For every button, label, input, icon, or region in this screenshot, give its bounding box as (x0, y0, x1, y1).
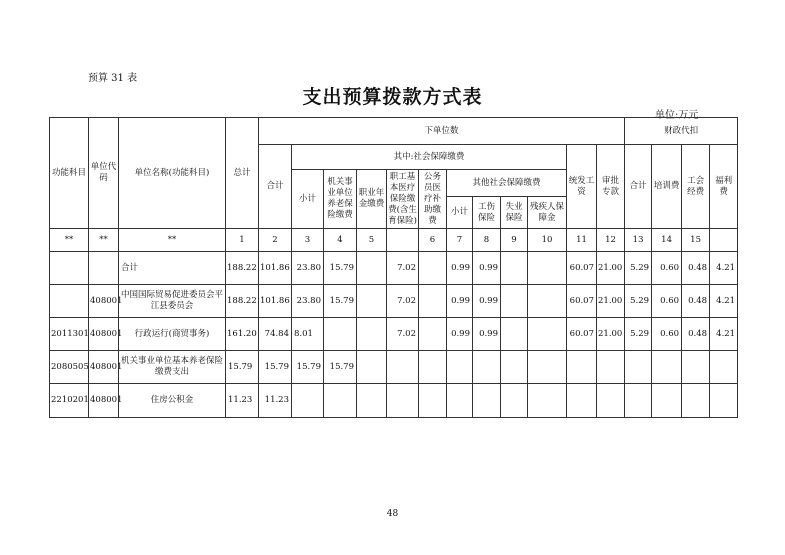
index-cell: 8 (473, 229, 501, 252)
header-total: 总计 (226, 118, 259, 229)
cell-func-subject: 2210201 (50, 384, 89, 418)
index-cell: 11 (567, 229, 597, 252)
cell-approved-fund (597, 384, 625, 418)
cell-subtotal: 101.86 (259, 285, 292, 318)
cell-medical: 7.02 (387, 285, 419, 318)
cell-unit-code (89, 252, 119, 285)
cell-subtotal: 74.84 (259, 318, 292, 351)
cell-social-subtotal: 23.80 (292, 285, 324, 318)
cell-unified-salary: 60.07 (567, 252, 597, 285)
cell-unemployment (501, 285, 528, 318)
table-row (50, 318, 738, 351)
cell-union (682, 384, 710, 418)
cell-unemployment (501, 252, 528, 285)
cell-injury: 0.99 (473, 318, 501, 351)
cell-civil-medical (419, 384, 447, 418)
cell-other-subtotal: 0.99 (447, 252, 473, 285)
cell-unified-salary (567, 384, 597, 418)
cell-func-subject: 2011301 (50, 318, 89, 351)
cell-unit-code: 408001 (89, 384, 119, 418)
cell-welfare: 4.21 (710, 318, 738, 351)
cell-total: 15.79 (226, 351, 259, 384)
header-medical: 职工基本医疗保险缴费(含生育保险) (387, 170, 419, 229)
index-cell: 15 (682, 229, 710, 252)
header-unit-name: 单位名称(功能科目) (119, 118, 226, 229)
cell-pension: 15.79 (324, 351, 357, 384)
index-cell (387, 229, 419, 252)
cell-func-subject (50, 252, 89, 285)
cell-medical (387, 384, 419, 418)
header-training: 培训费 (652, 145, 682, 229)
cell-injury: 0.99 (473, 285, 501, 318)
cell-unit-code: 408001 (89, 318, 119, 351)
cell-injury (473, 351, 501, 384)
cell-total: 188.22 (226, 285, 259, 318)
cell-disability (528, 318, 567, 351)
cell-approved-fund (597, 351, 625, 384)
cell-welfare: 4.21 (710, 252, 738, 285)
header-other-social: 其他社会保障缴费 (447, 170, 567, 197)
index-cell: 14 (652, 229, 682, 252)
cell-disability (528, 351, 567, 384)
index-cell: 7 (447, 229, 473, 252)
cell-union: 0.48 (682, 318, 710, 351)
cell-civil-medical (419, 318, 447, 351)
table-row (50, 285, 738, 318)
cell-union (682, 351, 710, 384)
cell-disability (528, 285, 567, 318)
cell-union: 0.48 (682, 285, 710, 318)
cell-union: 0.48 (682, 252, 710, 285)
cell-disability (528, 384, 567, 418)
cell-agent-subtotal (625, 384, 652, 418)
index-cell: 13 (625, 229, 652, 252)
cell-other-subtotal (447, 384, 473, 418)
cell-medical: 7.02 (387, 252, 419, 285)
cell-annuity (357, 318, 387, 351)
cell-injury: 0.99 (473, 252, 501, 285)
page-number: 48 (386, 509, 399, 519)
budget-table (49, 117, 738, 418)
cell-pension: 15.79 (324, 285, 357, 318)
cell-agent-subtotal: 5.29 (625, 318, 652, 351)
cell-training: 0.60 (652, 252, 682, 285)
header-including-social: 其中:社会保障缴费 (292, 145, 567, 170)
index-cell: 4 (324, 229, 357, 252)
cell-approved-fund: 21.00 (597, 252, 625, 285)
cell-annuity (357, 351, 387, 384)
header-civil-medical: 公务员医疗补助缴费 (419, 170, 447, 229)
index-row (50, 229, 738, 252)
header-agent-subtotal: 合计 (625, 145, 652, 229)
cell-training: 0.60 (652, 318, 682, 351)
cell-social-subtotal (292, 384, 324, 418)
cell-unified-salary (567, 351, 597, 384)
index-cell: 6 (419, 229, 447, 252)
cell-pension (324, 318, 357, 351)
cell-unemployment (501, 384, 528, 418)
cell-injury (473, 384, 501, 418)
cell-func-subject (50, 285, 89, 318)
header-unemployment: 失业保险 (501, 197, 528, 229)
cell-annuity (357, 384, 387, 418)
cell-unemployment (501, 318, 528, 351)
header-unified-salary: 统发工资 (567, 145, 597, 229)
cell-welfare (710, 351, 738, 384)
cell-social-subtotal: 8.01 (292, 318, 324, 351)
index-cell: 9 (501, 229, 528, 252)
cell-other-subtotal (447, 351, 473, 384)
index-cell: 5 (357, 229, 387, 252)
header-pension: 机关事业单位养老保险缴费 (324, 170, 357, 229)
cell-agent-subtotal: 5.29 (625, 285, 652, 318)
cell-disability (528, 252, 567, 285)
index-cell: 2 (259, 229, 292, 252)
cell-subtotal: 101.86 (259, 252, 292, 285)
cell-unit-code: 408001 (89, 285, 119, 318)
index-cell: 10 (528, 229, 567, 252)
index-cell (710, 229, 738, 252)
header-other-subtotal: 小计 (447, 197, 473, 229)
cell-total: 11.23 (226, 384, 259, 418)
header-subtotal: 合计 (259, 145, 292, 229)
cell-unit-name: 合计 (119, 252, 226, 285)
cell-social-subtotal: 23.80 (292, 252, 324, 285)
cell-training (652, 384, 682, 418)
header-social-subtotal: 小计 (292, 170, 324, 229)
cell-civil-medical (419, 351, 447, 384)
cell-subtotal: 15.79 (259, 351, 292, 384)
index-cell: 1 (226, 229, 259, 252)
header-annuity: 职业年金缴费 (357, 170, 387, 229)
header-disability: 残疾人保障金 (528, 197, 567, 229)
cell-training (652, 351, 682, 384)
cell-unit-code: 408001 (89, 351, 119, 384)
cell-func-subject: 2080505 (50, 351, 89, 384)
cell-approved-fund: 21.00 (597, 318, 625, 351)
header-injury: 工伤保险 (473, 197, 501, 229)
cell-unit-name: 行政运行(商贸事务) (119, 318, 226, 351)
cell-unemployment (501, 351, 528, 384)
cell-approved-fund: 21.00 (597, 285, 625, 318)
table-number-label: 预算 31 表 (88, 73, 138, 84)
header-union: 工会经费 (682, 145, 710, 229)
index-cell: ** (89, 229, 119, 252)
cell-annuity (357, 252, 387, 285)
header-finance-agent: 财政代扣 (625, 118, 738, 145)
header-approved-fund: 审批专款 (597, 145, 625, 229)
cell-unit-name: 中国国际贸易促进委员会平江县委员会 (119, 285, 226, 318)
cell-pension (324, 384, 357, 418)
unit-label: 单位:万元 (655, 110, 699, 121)
cell-welfare: 4.21 (710, 285, 738, 318)
cell-unit-name: 机关事业单位基本养老保险缴费支出 (119, 351, 226, 384)
cell-unified-salary: 60.07 (567, 318, 597, 351)
cell-subtotal: 11.23 (259, 384, 292, 418)
table-row (50, 252, 738, 285)
cell-agent-subtotal (625, 351, 652, 384)
cell-medical (387, 351, 419, 384)
cell-training: 0.60 (652, 285, 682, 318)
table-row (50, 384, 738, 418)
cell-civil-medical (419, 252, 447, 285)
cell-total: 161.20 (226, 318, 259, 351)
header-unit-code: 单位代码 (89, 118, 119, 229)
cell-unified-salary: 60.07 (567, 285, 597, 318)
index-cell: 3 (292, 229, 324, 252)
cell-unit-name: 住房公积金 (119, 384, 226, 418)
cell-annuity (357, 285, 387, 318)
cell-civil-medical (419, 285, 447, 318)
cell-medical: 7.02 (387, 318, 419, 351)
cell-welfare (710, 384, 738, 418)
cell-total: 188.22 (226, 252, 259, 285)
index-cell: ** (119, 229, 226, 252)
header-lower-units: 下单位数 (259, 118, 625, 145)
cell-other-subtotal: 0.99 (447, 285, 473, 318)
page-title: 支出预算拨款方式表 (302, 86, 483, 108)
header-welfare: 福利费 (710, 145, 738, 229)
cell-agent-subtotal: 5.29 (625, 252, 652, 285)
index-cell: 12 (597, 229, 625, 252)
cell-other-subtotal: 0.99 (447, 318, 473, 351)
table-row (50, 351, 738, 384)
index-cell: ** (50, 229, 89, 252)
cell-social-subtotal: 15.79 (292, 351, 324, 384)
cell-pension: 15.79 (324, 252, 357, 285)
header-func-subject: 功能科目 (50, 118, 89, 229)
